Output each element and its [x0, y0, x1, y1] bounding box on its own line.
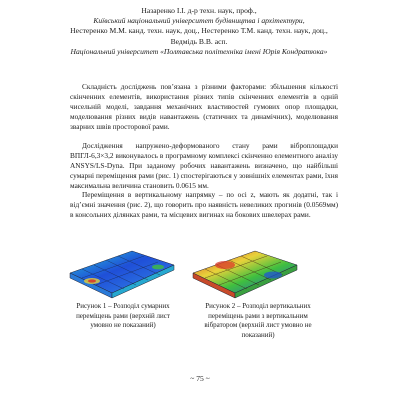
paragraph-1: Складність досліджень пов’язана з різними факторами: збільшення кількості скінченних елементів, використання різних типів скінченних елементів в одній чисельній моделі, завдання механічних властивостей гумових опор площадки, моделювання різних видів навантажень (статичних та динамічних), моделювання зварних швів просторової рами. [70, 82, 338, 131]
caption-line: показаний) [241, 330, 275, 339]
caption-line: переміщень рами з вертикальним [208, 311, 308, 320]
caption-line: Рисунок 2 – Розподіл вертикальних [205, 302, 311, 310]
caption-line: вібратором (верхній лист умовно не [204, 321, 312, 330]
paragraph-2: Дослідження напружено-деформованого стану рами віброплощадки ВПГЛ-6,3×3,2 виконувалось в програмному комплексі скінченно елементного аналізу ANSYS/LS-Dyna. При заданому робочих навантажень визначено, що найбільші сумарні переміщення рами (рис. 1) спостерігаються у зовнішніх елементах рами, їхня максимальна величина становить 0.0615 мм. [70, 141, 338, 190]
author-line-2: Нестеренко М.М. канд. техн. наук, доц., Нестеренко Т.М. канд. техн. наук, доц., [70, 26, 328, 36]
caption-line: умовно не показаний) [90, 321, 156, 330]
caption-line: переміщень рами (верхній лист [76, 311, 170, 320]
affiliation-line-1: Київський національний університет будівництва і архітектури, [93, 16, 305, 26]
figure-1-caption [58, 302, 188, 331]
caption-line: Рисунок 1 – Розподіл сумарних [76, 302, 170, 310]
figure-2-caption [188, 302, 328, 340]
author-line-3: Ведмідь В.В. асп. [170, 36, 228, 46]
page-number: ~ 75 ~ [190, 374, 210, 383]
author-block [44, 6, 354, 57]
affiliation-line-2: Національний університет «Полтавська політехніка імені Юрія Кондратюка» [70, 46, 328, 56]
author-line-1: Назаренко І.І. д-р техн. наук, проф., [141, 6, 257, 15]
paragraph-3: Переміщення в вертикальному напрямку – по осі z, мають як додатні, так і від’ємні значення (рис. 2), що говорить про наявність невеликих прогинів (0.0569мм) в консольних ділянках рами, та місцевих вигинах на бокових швелерах рами. [70, 190, 338, 219]
